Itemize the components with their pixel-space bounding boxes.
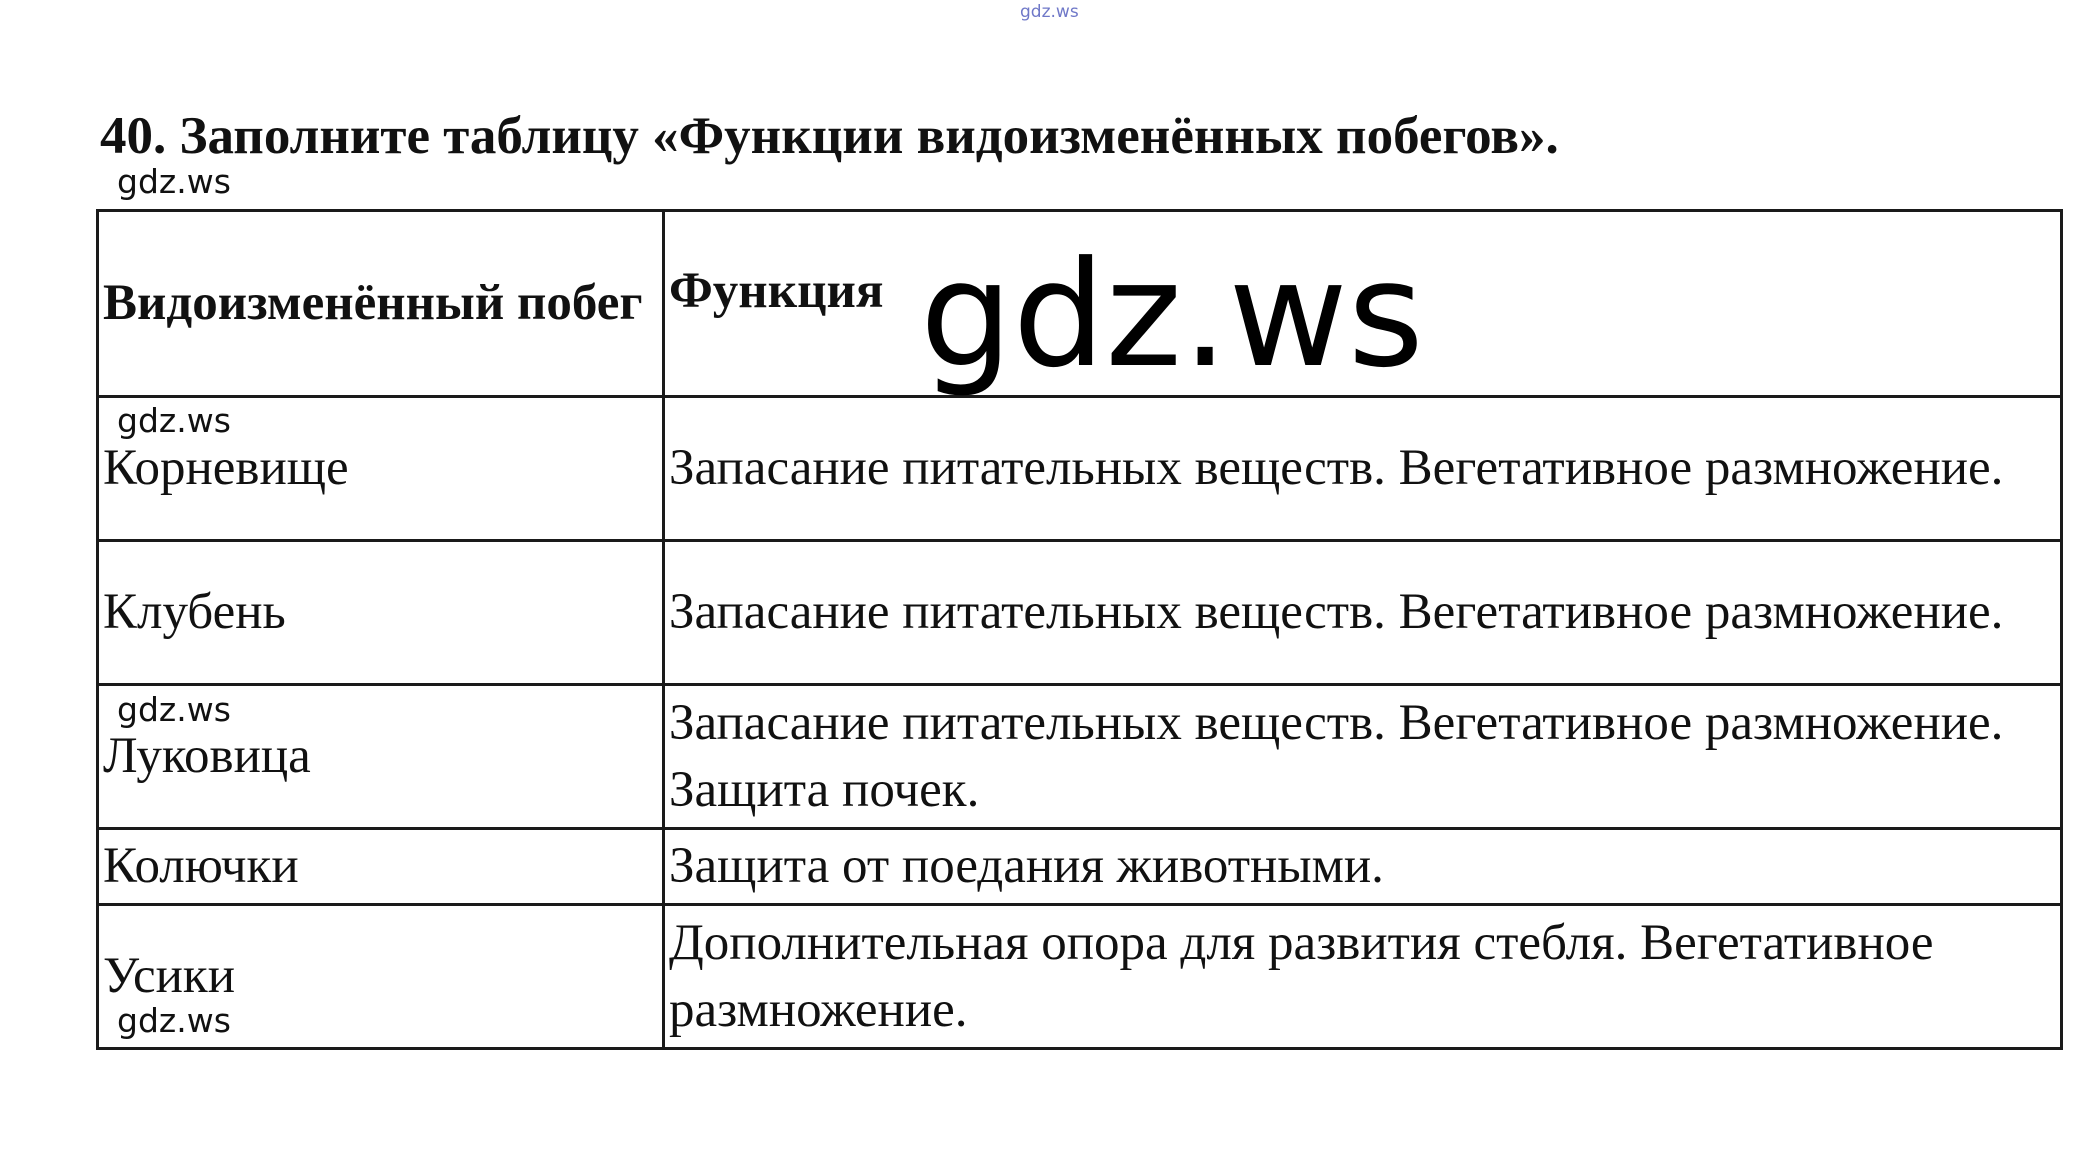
watermark-row-1: gdz.ws xyxy=(117,401,231,440)
function-cell: Запасание питательных веществ. Вегетативное размножение. xyxy=(664,541,2062,685)
table-row xyxy=(98,541,2062,685)
shoot-cell: Корневище xyxy=(98,397,664,541)
header-function-label: Функция xyxy=(669,263,884,319)
function-cell: Запасание питательных веществ. Вегетативное размножение. Защита почек. xyxy=(664,685,2062,829)
watermark-large: gdz.ws xyxy=(920,230,1424,400)
shoot-cell: Луковица xyxy=(98,685,664,829)
shoot-cell: Усики xyxy=(98,905,664,1049)
watermark-row-3: gdz.ws xyxy=(117,690,231,729)
watermark-top: gdz.ws xyxy=(1020,2,1079,22)
table-row xyxy=(98,829,2062,905)
function-cell: Запасание питательных веществ. Вегетативное размножение. xyxy=(664,397,2062,541)
shoot-cell: Колючки xyxy=(98,829,664,905)
task-title: 40. Заполните таблицу «Функции видоизменённых побегов». xyxy=(100,107,1559,165)
function-cell: Защита от поедания животными. xyxy=(664,829,2062,905)
function-cell: Дополнительная опора для развития стебля. Вегетативное размножение. xyxy=(664,905,2062,1049)
watermark-row-5: gdz.ws xyxy=(117,1001,231,1040)
shoot-cell: Клубень xyxy=(98,541,664,685)
table-row xyxy=(98,685,2062,829)
table-row xyxy=(98,905,2062,1049)
table-row xyxy=(98,397,2062,541)
header-shoot: Видоизменённый побег xyxy=(98,211,664,397)
watermark-under-title: gdz.ws xyxy=(117,162,231,201)
